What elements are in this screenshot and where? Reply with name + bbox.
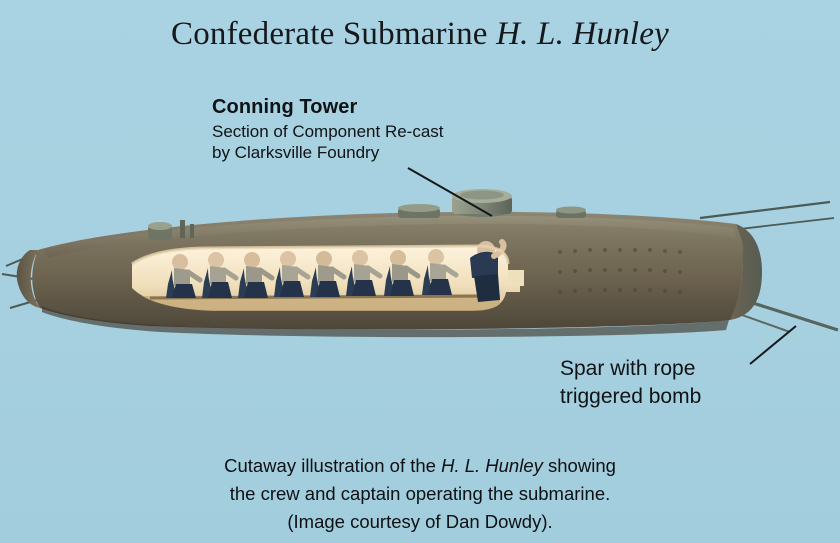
page-title-main: Confederate Submarine (170, 16, 497, 52)
aft-vent (398, 204, 440, 218)
page-title (0, 16, 840, 53)
callout-conning-line3: by Clarksville Foundry (212, 143, 380, 163)
cutaway-notch (508, 270, 524, 286)
caption-line1-pre: Cutaway illustration of the (224, 455, 442, 476)
stern-fitting (556, 207, 586, 219)
callout-spar (560, 355, 701, 412)
caption-line1-post: showing (542, 455, 616, 476)
conning-tower (452, 189, 512, 217)
hunley-cutaway-illustration (0, 180, 840, 370)
callout-spar-line1: Spar with rope (560, 357, 696, 380)
callout-spar-line2: triggered bomb (560, 385, 702, 409)
caption-line-3: (Image courtesy of Dan Dowdy). (287, 511, 553, 533)
callout-conning-line2: Section of Component Re-cast (212, 121, 444, 141)
page-title-italic: H. L. Hunley (496, 16, 669, 52)
caption-line-1 (0, 452, 840, 480)
caption-line1-italic: H. L. Hunley (441, 455, 543, 476)
figure-caption (0, 452, 840, 536)
callout-conning-head: Conning Tower (212, 96, 358, 118)
caption-line-2: the crew and captain operating the submarine. (229, 483, 611, 505)
callout-conning-tower (212, 95, 444, 164)
forward-hatch (148, 222, 172, 240)
